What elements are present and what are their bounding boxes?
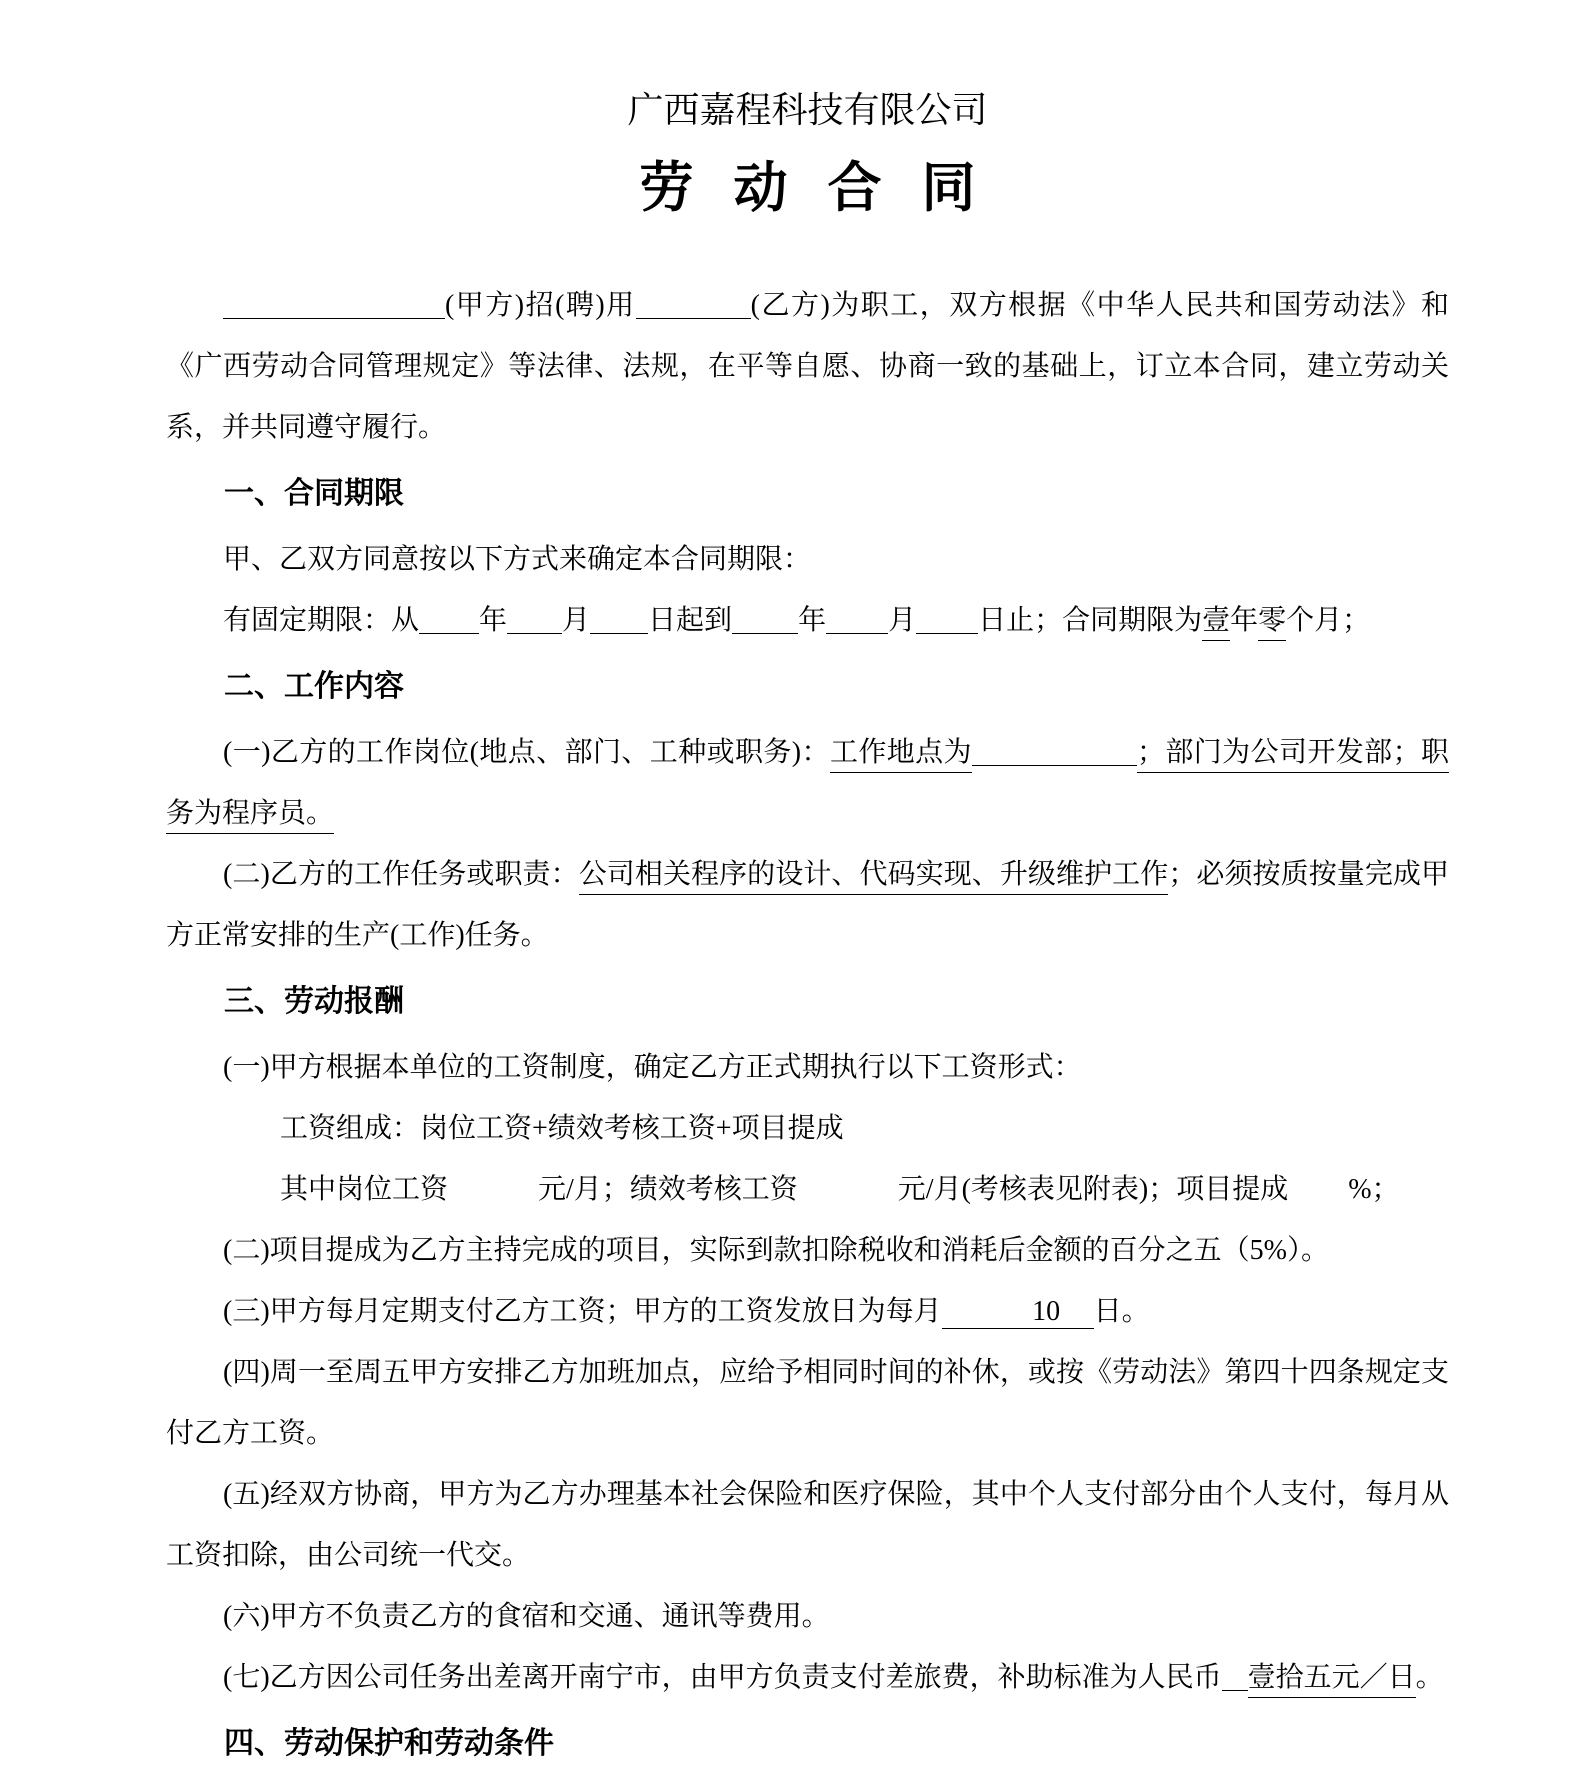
base-wage-label: 其中岗位工资: [280, 1174, 449, 1205]
work-position-lead: (一)乙方的工作岗位(地点、部门、工种或职务)：: [223, 737, 830, 768]
fixed-term-prefix: 有固定期限：从: [223, 605, 420, 636]
company-name: 广西嘉程科技有限公司: [627, 90, 988, 130]
work-duties-lead: (二)乙方的工作任务或职责：: [223, 859, 579, 890]
work-duties-value: 公司相关程序的设计、代码实现、升级维护工作: [579, 859, 1169, 895]
section-3-heading: 三、劳动报酬: [224, 985, 404, 1018]
work-position-detail: ；部门为公司开发部；职务为程序员。: [166, 737, 1449, 834]
work-duties-item: [166, 844, 1449, 966]
start-day-blank: [590, 606, 648, 634]
month-to-label: 月: [888, 605, 917, 636]
work-position-item: [166, 722, 1449, 844]
term-months-label: 个月；: [1286, 605, 1371, 636]
commission-unit: %；: [1348, 1174, 1400, 1205]
day-from-label: 日起到: [648, 605, 733, 636]
wage-breakdown-line: [166, 1159, 1449, 1220]
party-b-blank: [636, 291, 751, 319]
end-day-blank: [916, 606, 978, 634]
travel-allowance-item: [166, 1647, 1449, 1708]
document-title: 劳动合同: [639, 158, 1016, 218]
wage-composition-line: 工资组成：岗位工资+绩效考核工资+项目提成: [280, 1113, 844, 1144]
day-to-label: 日止；合同期限为: [978, 605, 1203, 636]
month-from-label: 月: [562, 605, 591, 636]
insurance-item: (五)经双方协商，甲方为乙方办理基本社会保险和医疗保险，其中个人支付部分由个人支付，每月从工资扣除，由公司统一代交。: [166, 1479, 1449, 1571]
pay-day-value: 10: [942, 1296, 1094, 1329]
party-a-label: (甲方)招(聘)用: [445, 290, 636, 321]
fixed-term-line: [166, 590, 1449, 651]
pay-day-item: [166, 1281, 1449, 1342]
section-1-heading: 一、合同期限: [224, 477, 404, 510]
term-agreement-line: 甲、乙双方同意按以下方式来确定本合同期限：: [223, 544, 812, 575]
travel-allowance-value: 壹拾五元／日: [1248, 1662, 1416, 1698]
party-a-blank: [223, 291, 445, 319]
commission-item: (二)项目提成为乙方主持完成的项目，实际到款扣除税收和消耗后金额的百分之五（5%）。: [223, 1235, 1329, 1266]
base-wage-gap: [448, 1170, 538, 1198]
section-4-heading: 四、劳动保护和劳动条件: [224, 1727, 554, 1760]
travel-allowance-blank: [1222, 1663, 1248, 1691]
intro-text: (乙方)为职工，双方根据《中华人民共和国劳动法》和《广西劳动合同管理规定》等法律、法规，在平等自愿、协商一致的基础上，订立本合同，建立劳动关系，并共同遵守履行。: [166, 290, 1449, 443]
overtime-item: (四)周一至周五甲方安排乙方加班加点，应给予相同时间的补休，或按《劳动法》第四十四条规定支付乙方工资。: [166, 1357, 1449, 1449]
intro-paragraph: [166, 275, 1449, 458]
start-year-blank: [419, 606, 479, 634]
year-from-label: 年: [479, 605, 508, 636]
term-months-value: 零: [1258, 605, 1286, 641]
performance-wage-gap: [798, 1170, 898, 1198]
performance-wage-unit: 元/月(考核表见附表)；项目提成: [897, 1174, 1289, 1205]
start-month-blank: [507, 606, 562, 634]
year-to-label: 年: [798, 605, 827, 636]
pay-day-lead: (三)甲方每月定期支付乙方工资；甲方的工资发放日为每月: [223, 1296, 942, 1327]
term-years-label: 年: [1230, 605, 1259, 636]
work-duties-tail: ；必须按质按量完成甲方正常安排的生产(工作)任务。: [166, 859, 1449, 951]
end-month-blank: [826, 606, 888, 634]
wage-form-item: (一)甲方根据本单位的工资制度，确定乙方正式期执行以下工资形式：: [223, 1052, 1082, 1083]
pay-day-tail: 日。: [1093, 1296, 1150, 1327]
expenses-item: (六)甲方不负责乙方的食宿和交通、通讯等费用。: [223, 1601, 830, 1632]
commission-gap: [1288, 1170, 1348, 1198]
end-year-blank: [732, 606, 798, 634]
section-2-heading: 二、工作内容: [224, 670, 404, 703]
base-wage-unit: 元/月；绩效考核工资: [538, 1174, 798, 1205]
term-years-value: 壹: [1202, 605, 1230, 641]
work-location-label: 工作地点为: [830, 737, 972, 773]
work-location-blank: [972, 738, 1137, 766]
travel-allowance-tail: 。: [1415, 1662, 1444, 1693]
travel-allowance-lead: (七)乙方因公司任务出差离开南宁市，由甲方负责支付差旅费，补助标准为人民币: [223, 1662, 1222, 1693]
